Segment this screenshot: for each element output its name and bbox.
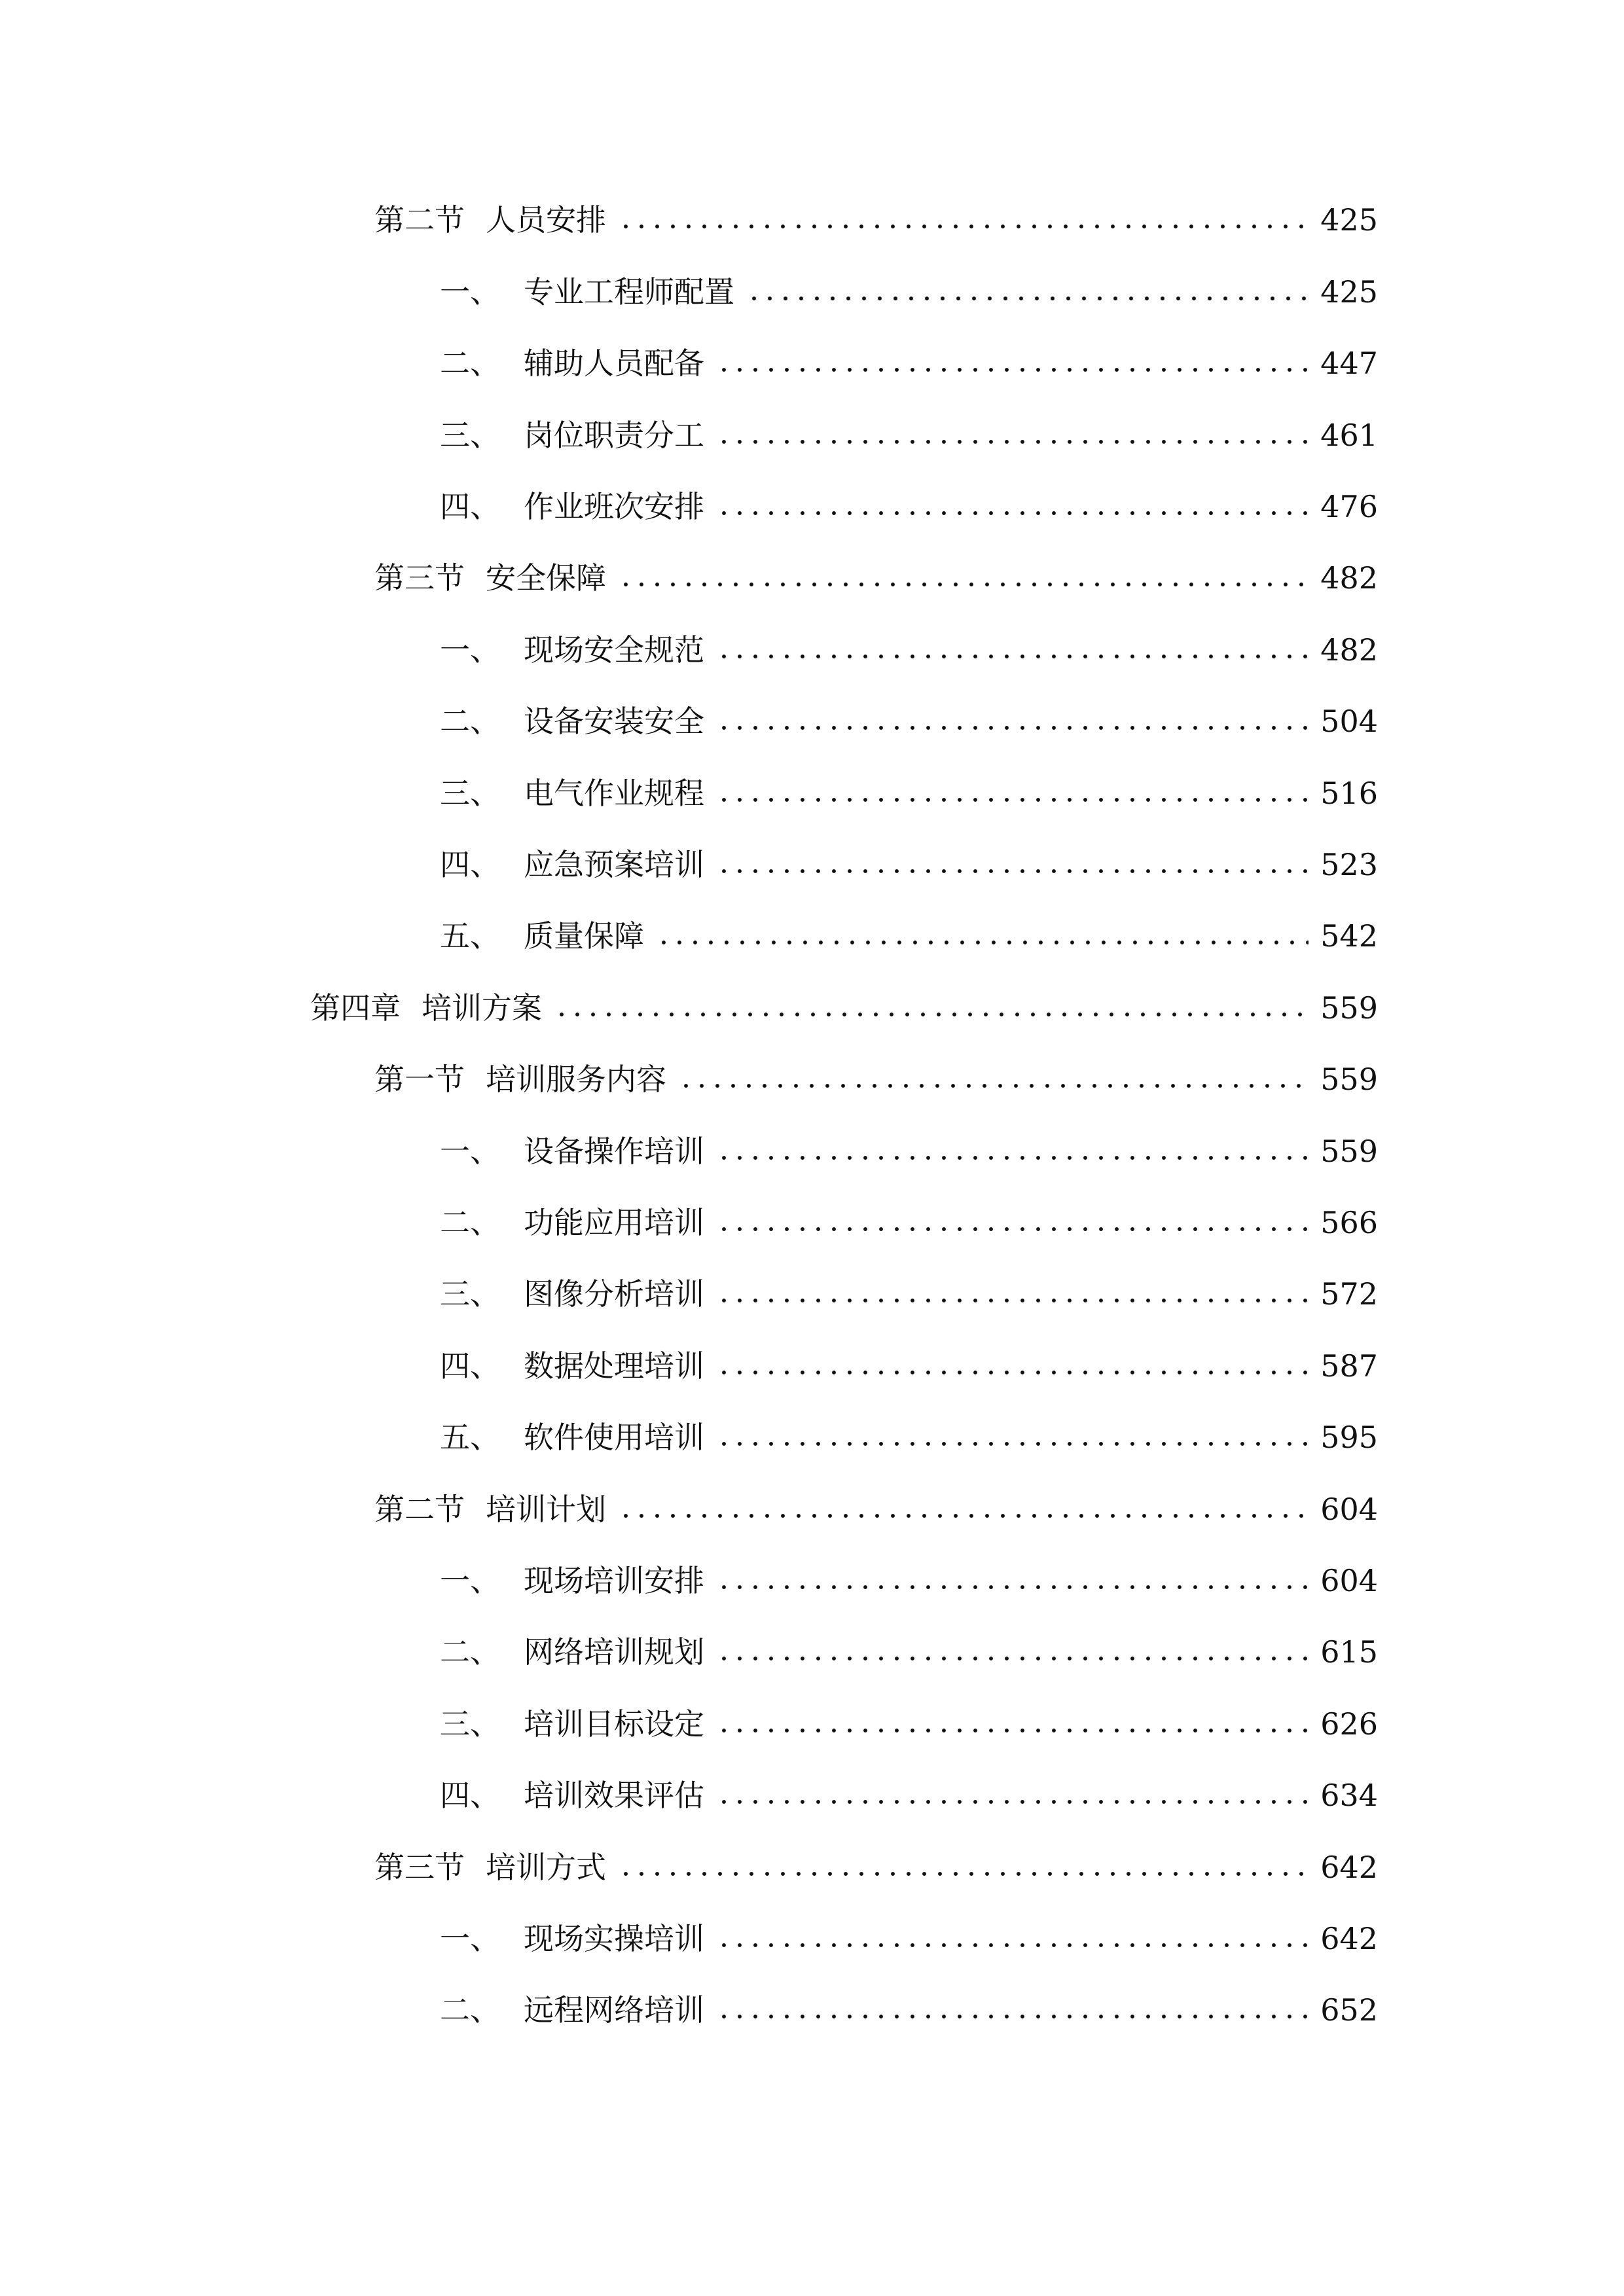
dot-leader: [716, 1728, 1308, 1733]
dot-leader: [656, 940, 1308, 945]
toc-entry[interactable]: [440, 1769, 1378, 1821]
toc-entry-title: 培训方案: [422, 990, 542, 1026]
toc-entry-number: 一、: [440, 1921, 500, 1956]
toc-entry-number: 五、: [440, 918, 500, 954]
toc-entry-page: 461: [1320, 418, 1378, 453]
toc-entry-title: 培训计划: [486, 1492, 606, 1527]
toc-entry[interactable]: [440, 838, 1378, 891]
toc-entry-title: 辅助人员配备: [524, 346, 704, 381]
toc-entry-page: 642: [1320, 1850, 1378, 1885]
toc-entry-title: 应急预案培训: [524, 847, 704, 882]
toc-entry-page: 604: [1320, 1563, 1378, 1598]
toc-entry[interactable]: [440, 480, 1378, 533]
toc-entry-page: 634: [1320, 1778, 1378, 1813]
toc-entry-page: 447: [1320, 346, 1378, 381]
toc-entry-number: 三、: [440, 418, 500, 453]
dot-leader: [716, 1799, 1308, 1804]
toc-entry-title: 现场实操培训: [524, 1921, 704, 1956]
toc-entry[interactable]: [440, 624, 1378, 676]
toc-entry-page: 516: [1320, 776, 1378, 811]
toc-entry-number: 二、: [440, 346, 500, 381]
dot-leader: [716, 367, 1308, 372]
dot-leader: [716, 1656, 1308, 1661]
toc-entry[interactable]: [374, 1841, 1378, 1893]
toc-entry-title: 现场安全规范: [524, 632, 704, 668]
toc-entry[interactable]: [440, 1196, 1378, 1249]
dot-leader: [618, 582, 1308, 587]
toc-entry-number: 一、: [440, 632, 500, 668]
toc-entry-number: 二、: [440, 1634, 500, 1670]
toc-entry-page: 504: [1320, 704, 1378, 739]
toc-entry-title: 设备安装安全: [524, 704, 704, 739]
dot-leader: [716, 797, 1308, 802]
toc-entry-title: 远程网络培训: [524, 1992, 704, 2028]
toc-entry-number: 一、: [440, 274, 500, 310]
toc-entry-title: 作业班次安排: [524, 489, 704, 524]
toc-entry-title: 软件使用培训: [524, 1420, 704, 1455]
toc-entry-page: 476: [1320, 489, 1378, 524]
dot-leader: [554, 1012, 1308, 1017]
toc-entry-number: 四、: [440, 847, 500, 882]
toc-entry-page: 572: [1320, 1276, 1378, 1312]
toc-entry[interactable]: [440, 1912, 1378, 1965]
toc-entry-number: 三、: [440, 776, 500, 811]
toc-entry[interactable]: [440, 767, 1378, 819]
toc-entry-number: 二、: [440, 704, 500, 739]
toc-entry[interactable]: [374, 1483, 1378, 1535]
toc-entry[interactable]: [440, 1411, 1378, 1463]
toc-entry-number: 二、: [440, 1992, 500, 2028]
toc-entry-page: 642: [1320, 1921, 1378, 1956]
toc-entry-number: 二、: [440, 1205, 500, 1240]
toc-entry-page: 482: [1320, 560, 1378, 596]
dot-leader: [618, 224, 1308, 229]
toc-entry-title: 数据处理培训: [524, 1348, 704, 1384]
dot-leader: [716, 1155, 1308, 1160]
toc-entry-page: 652: [1320, 1992, 1378, 2028]
toc-entry-number: 第二节: [374, 202, 465, 238]
toc-entry[interactable]: [440, 337, 1378, 389]
toc-entry[interactable]: [310, 982, 1378, 1034]
toc-entry-number: 第三节: [374, 560, 465, 596]
toc-entry-page: 566: [1320, 1205, 1378, 1240]
toc-entry-title: 图像分析培训: [524, 1276, 704, 1312]
toc-entry-title: 专业工程师配置: [524, 274, 734, 310]
toc-entry-page: 523: [1320, 847, 1378, 882]
dot-leader: [678, 1083, 1308, 1088]
dot-leader: [716, 439, 1308, 444]
dot-leader: [716, 654, 1308, 659]
dot-leader: [716, 2014, 1308, 2019]
toc-entry-title: 培训效果评估: [524, 1778, 704, 1813]
dot-leader: [716, 511, 1308, 516]
toc-entry[interactable]: [374, 194, 1378, 246]
toc-entry-page: 604: [1320, 1492, 1378, 1527]
dot-leader: [716, 869, 1308, 874]
toc-entry-number: 第四章: [310, 990, 401, 1026]
toc-entry[interactable]: [440, 409, 1378, 461]
dot-leader: [716, 1298, 1308, 1303]
toc-entry[interactable]: [374, 1053, 1378, 1105]
dot-leader: [716, 1585, 1308, 1590]
toc-entry[interactable]: [440, 1554, 1378, 1607]
toc-entry-number: 四、: [440, 489, 500, 524]
toc-entry-title: 培训服务内容: [486, 1062, 666, 1097]
toc-entry-page: 595: [1320, 1420, 1378, 1455]
toc-entry[interactable]: [374, 552, 1378, 604]
toc-entry-page: 559: [1320, 1134, 1378, 1169]
toc-entry[interactable]: [440, 266, 1378, 318]
toc-entry-page: 615: [1320, 1634, 1378, 1670]
toc-entry[interactable]: [440, 1626, 1378, 1678]
toc-entry-title: 设备操作培训: [524, 1134, 704, 1169]
toc-entry[interactable]: [440, 1340, 1378, 1392]
toc-entry-page: 482: [1320, 632, 1378, 668]
dot-leader: [618, 1513, 1308, 1518]
toc-entry-number: 一、: [440, 1134, 500, 1169]
toc-entry-number: 五、: [440, 1420, 500, 1455]
toc-entry-page: 587: [1320, 1348, 1378, 1384]
toc-entry-number: 四、: [440, 1348, 500, 1384]
toc-entry-title: 电气作业规程: [524, 776, 704, 811]
toc-entry-title: 安全保障: [486, 560, 606, 596]
toc-entry-title: 人员安排: [486, 202, 606, 238]
dot-leader: [716, 1227, 1308, 1232]
toc-entry-page: 626: [1320, 1706, 1378, 1742]
dot-leader: [716, 1943, 1308, 1948]
toc-entry-number: 一、: [440, 1563, 500, 1598]
toc-entry[interactable]: [440, 1698, 1378, 1750]
toc-entry-number: 第二节: [374, 1492, 465, 1527]
toc-entry-title: 培训方式: [486, 1850, 606, 1885]
toc-entry-page: 559: [1320, 1062, 1378, 1097]
toc-entry-number: 三、: [440, 1276, 500, 1312]
toc-entry-number: 三、: [440, 1706, 500, 1742]
toc-entry-number: 第一节: [374, 1062, 465, 1097]
dot-leader: [746, 296, 1308, 301]
dot-leader: [618, 1871, 1308, 1876]
toc-entry-page: 559: [1320, 990, 1378, 1026]
toc-entry-number: 第三节: [374, 1850, 465, 1885]
dot-leader: [716, 725, 1308, 730]
toc-entry-number: 四、: [440, 1778, 500, 1813]
toc-entry[interactable]: [440, 910, 1378, 962]
toc-entry-page: 425: [1320, 202, 1378, 238]
toc-entry[interactable]: [440, 1984, 1378, 2036]
toc-entry-title: 岗位职责分工: [524, 418, 704, 453]
toc-entry[interactable]: [440, 1268, 1378, 1320]
toc-entry-title: 功能应用培训: [524, 1205, 704, 1240]
toc-entry-title: 质量保障: [524, 918, 644, 954]
toc-entry-title: 现场培训安排: [524, 1563, 704, 1598]
toc-entry-page: 425: [1320, 274, 1378, 310]
toc-entry[interactable]: [440, 695, 1378, 747]
toc-entry-title: 网络培训规划: [524, 1634, 704, 1670]
dot-leader: [716, 1370, 1308, 1375]
toc-entry-page: 542: [1320, 918, 1378, 954]
toc-entry-title: 培训目标设定: [524, 1706, 704, 1742]
toc-entry[interactable]: [440, 1125, 1378, 1177]
dot-leader: [716, 1441, 1308, 1446]
